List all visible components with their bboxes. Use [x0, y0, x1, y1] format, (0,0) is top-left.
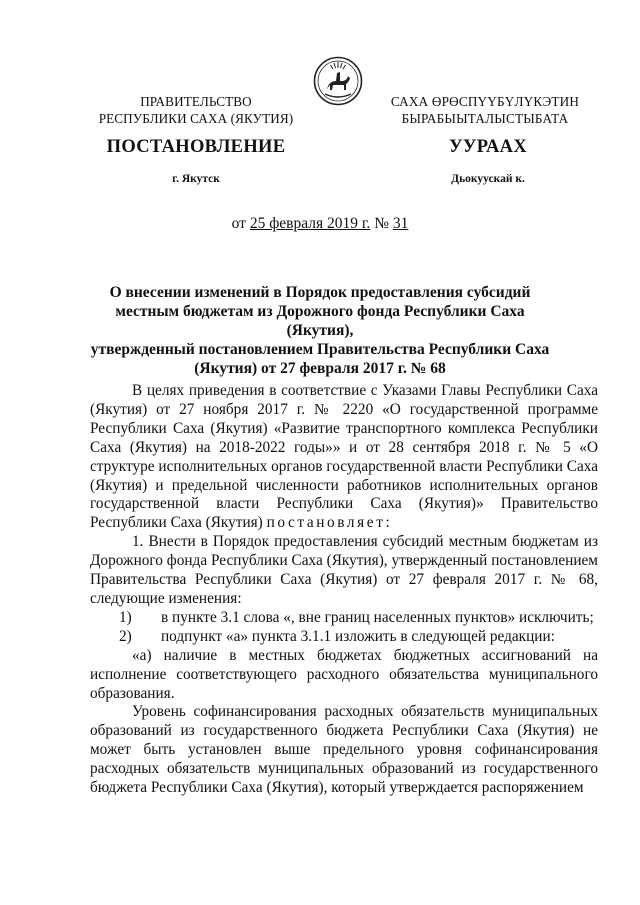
resolves-word: постановляет: — [266, 514, 393, 532]
list-item-number: 2) — [119, 627, 132, 645]
doc-title-russian: ПОСТАНОВЛЕНИЕ — [106, 137, 286, 157]
cofinancing-paragraph: Уровень софинансирования расходных обязательств муниципальных образований из государственного бюджета Республики Саха (Якутия) не может быть установлен выше предельного уровня софинансирования расходных обязательств муниципальных образований из государственного бюджета Республики Саха (Якутия), который утверждается распоряжением — [90, 703, 598, 797]
subclause-a-paragraph: «а) наличие в местных бюджетах бюджетных ассигнований на исполнение соответствующего расходного обязательства муниципального образования. — [90, 646, 598, 702]
gov-left-line1: ПРАВИТЕЛЬСТВО — [140, 94, 252, 109]
city-yakut: Дьокуускай к. — [451, 173, 525, 185]
document-body — [90, 382, 598, 798]
government-name-yakut — [373, 93, 597, 127]
document-number: 31 — [392, 215, 409, 232]
document-subject — [90, 283, 550, 378]
list-item-number: 1) — [119, 608, 132, 626]
list-item — [90, 609, 598, 628]
gov-right-line2: БЫРАБЫЫТАЛЫСТЫБАТА — [401, 111, 569, 126]
date-prefix: от — [231, 215, 250, 232]
city-russian: г. Якутск — [172, 173, 220, 185]
list-item-text: подпункт «а» пункта 3.1.1 изложить в следующей редакции: — [161, 627, 555, 645]
list-item — [90, 628, 598, 647]
gov-left-line2: РЕСПУБЛИКИ САХА (ЯКУТИЯ) — [98, 111, 294, 126]
preamble-text: В целях приведения в соответствие с Указами Главы Республики Саха (Якутия) от 27 ноября 2017 г. № 2220 «О государственной программе Республики Саха (Якутия) «Развитие транспортного комплекса Республики Саха (Якутия) на 2018-2022 годы»» и от 28 сентября 2018 г. № 5 «О структуре исполнительных органов государственной власти Республики Саха (Якутия) и предельной численности работников исполнительных органов государственной власти Республики Саха (Якутия)» Правительство Республики Саха (Якутия) — [90, 382, 598, 532]
subject-line3: утвержденный постановлением Правительства Республики Саха — [90, 341, 550, 358]
gov-right-line1: САХА ӨРӨСПҮҮБҮЛҮКЭТИН — [390, 94, 580, 109]
government-name-russian — [84, 93, 308, 127]
doc-title-yakut: УУРААХ — [449, 137, 527, 157]
document-date: 25 февраля 2019 г. — [249, 215, 371, 232]
clause-1-paragraph: 1. Внести в Порядок предоставления субсидий местным бюджетам из Дорожного фонда Республики Саха (Якутия), утвержденный постановлением Правительства Республики Саха (Якутия) от 27 февраля 2017 г. № 68, следующие изменения: — [90, 533, 598, 607]
list-item-text: в пункте 3.1 слова «, вне границ населенных пунктов» исключить; — [161, 608, 594, 626]
subject-line4: (Якутия) от 27 февраля 2017 г. № 68 — [194, 360, 446, 377]
preamble-paragraph — [90, 382, 598, 533]
subject-line2: местным бюджетам из Дорожного фонда Республики Саха (Якутия), — [115, 303, 525, 339]
date-number-line — [0, 215, 640, 233]
republic-emblem-icon — [313, 56, 363, 106]
number-sign: № — [370, 215, 393, 232]
subject-line1: О внесении изменений в Порядок предоставления субсидий — [109, 284, 531, 301]
